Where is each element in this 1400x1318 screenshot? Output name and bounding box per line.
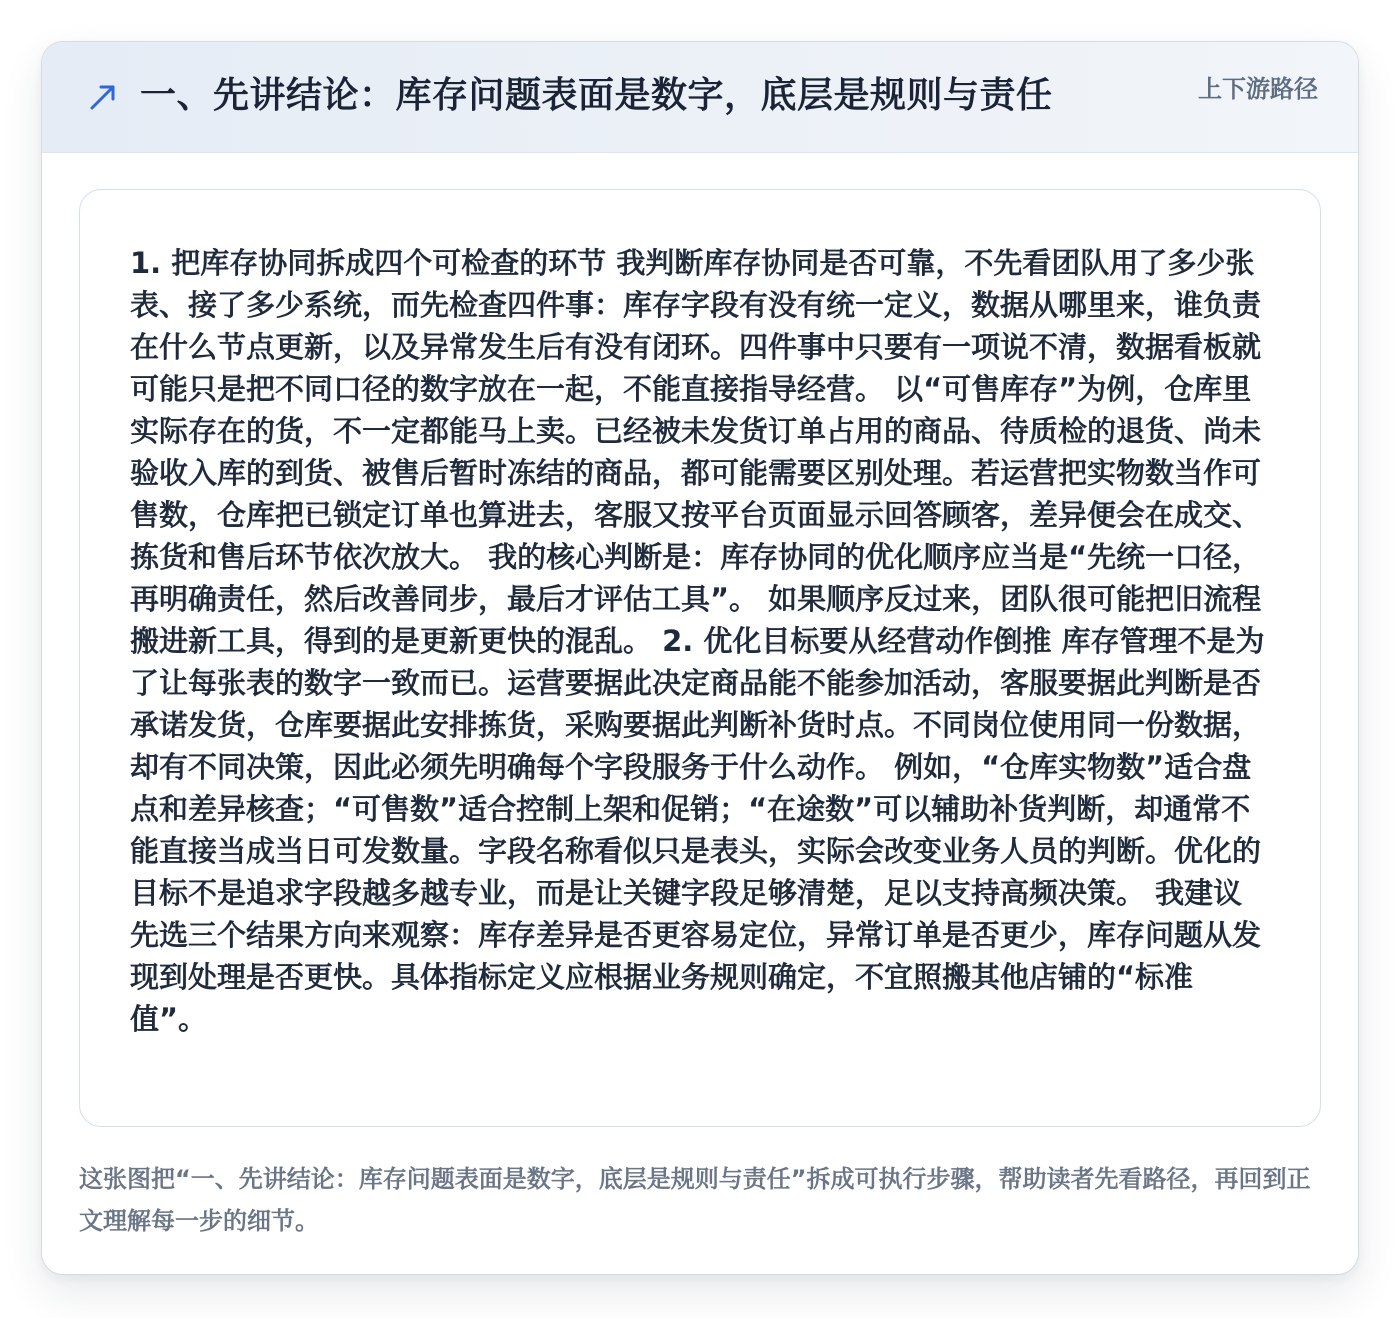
figure-caption: 这张图把“一、先讲结论：库存问题表面是数字，底层是规则与责任”拆成可执行步骤，帮助读者先看路径，再回到正文理解每一步的细节。 <box>79 1165 1311 1235</box>
section-title: 一、先讲结论：库存问题表面是数字，底层是规则与责任 <box>140 75 1053 116</box>
content-panel <box>79 189 1321 1127</box>
body-text: 1. 把库存协同拆成四个可检查的环节 我判断库存协同是否可靠，不先看团队用了多少张表、接了多少系统，而先检查四件事：库存字段有没有统一定义，数据从哪里来，谁负责在什么节点更新，以及异常发生后有没有闭环。四件事中只要有一项说不清，数据看板就可能只是把不同口径的数字放在一起，不能直接指导经营。 以“可售库存”为例，仓库里实际存在的货，不一定都能马上卖。已经被未发货订单占用的商品、待质检的退货、尚未验收入库的到货、被售后暂时冻结的商品，都可能需要区别处理。若运营把实物数当作可售数，仓库把已锁定订单也算进去，客服又按平台页面显示回答顾客，差异便会在成交、拣货和售后环节依次放大。 我的核心判断是：库存协同的优化顺序应当是“先统一口径，再明确责任，然后改善同步，最后才评估工具”。 如果顺序反过来，团队很可能把旧流程搬进新工具，得到的是更新更快的混乱。 2. 优化目标要从经营动作倒推 库存管理不是为了让每张表的数字一致而已。运营要据此决定商品能不能参加活动，客服要据此判断是否承诺发货，仓库要据此安排拣货，采购要据此判断补货时点。不同岗位使用同一份数据，却有不同决策，因此必须先明确每个字段服务于什么动作。 例如，“仓库实物数”适合盘点和差异核查；“可售数”适合控制上架和促销；“在途数”可以辅助补货判断，却通常不能直接当成当日可发数量。字段名称看似只是表头，实际会改变业务人员的判断。优化的目标不是追求字段越多越专业，而是让关键字段足够清楚，足以支持高频决策。 我建议先选三个结果方向来观察：库存差异是否更容易定位，异常订单是否更少，库存问题从发现到处理是否更快。具体指标定义应根据业务规则确定，不宜照搬其他店铺的“标准值”。 <box>130 246 1265 1036</box>
section-card <box>41 41 1359 1275</box>
arrow-up-right-icon <box>86 80 120 114</box>
section-tag: 上下游路径 <box>1198 75 1318 103</box>
card-header <box>42 42 1358 153</box>
